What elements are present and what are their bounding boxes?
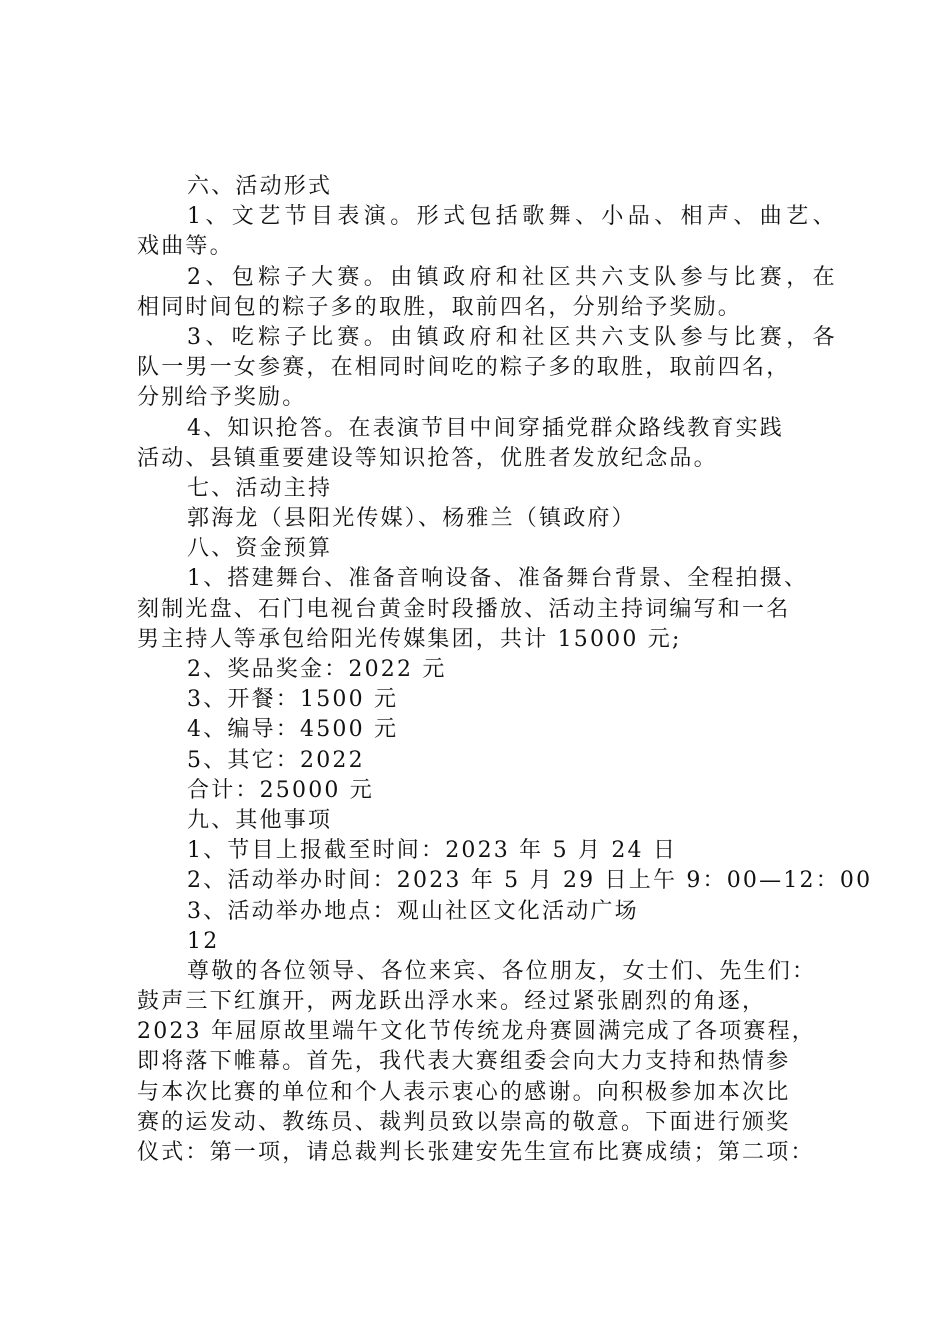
schedule-item: 3、活动举办地点：观山社区文化活动广场 (187, 898, 639, 924)
budget-item: 3、开餐：1500 元 (187, 687, 399, 713)
budget-item: 4、编导：4500 元 (187, 717, 399, 743)
budget-total: 合计：25000 元 (187, 777, 374, 803)
paragraph-line: 分别给予奖励。 (137, 385, 307, 411)
paragraph-line: 尊敬的各位领导、各位来宾、各位朋友，女士们、先生们： (187, 958, 817, 984)
paragraph-line: 2023 年屈原故里端午文化节传统龙舟赛圆满完成了各项赛程， (137, 1019, 816, 1045)
paragraph-line: 1、文艺节目表演。形式包括歌舞、小品、相声、曲艺、 (187, 204, 839, 230)
paragraph-line: 即将落下帷幕。首先，我代表大赛组委会向大力支持和热情参 (137, 1049, 791, 1075)
budget-item: 5、其它：2022 (187, 747, 365, 773)
paragraph-line: 1、搭建舞台、准备音响设备、准备舞台背景、全程拍摄、 (187, 566, 809, 592)
paragraph-line: 3、吃粽子比赛。由镇政府和社区共六支队参与比赛，各 (187, 324, 839, 350)
paragraph-line: 鼓声三下红旗开，两龙跃出浮水来。经过紧张剧烈的角逐， (137, 989, 767, 1015)
paragraph-line: 2、包粽子大赛。由镇政府和社区共六支队参与比赛，在 (187, 264, 839, 290)
heading-other-matters: 九、其他事项 (187, 807, 333, 833)
paragraph-line: 与本次比赛的单位和个人表示衷心的感谢。向积极参加本次比 (137, 1079, 791, 1105)
heading-host: 七、活动主持 (187, 475, 333, 501)
section-number: 12 (187, 928, 220, 954)
schedule-item: 1、节目上报截至时间：2023 年 5 月 24 日 (187, 838, 678, 864)
paragraph-line: 活动、县镇重要建设等知识抢答，优胜者发放纪念品。 (137, 445, 718, 471)
heading-budget: 八、资金预算 (187, 536, 333, 562)
paragraph-line: 赛的运发动、教练员、裁判员致以崇高的敬意。下面进行颁奖 (137, 1109, 791, 1135)
paragraph-line: 男主持人等承包给阳光传媒集团，共计 15000 元; (137, 626, 682, 652)
paragraph-line: 仪式：第一项，请总裁判长张建安先生宣布比赛成绩；第二项： (137, 1140, 815, 1165)
paragraph-line: 相同时间包的粽子多的取胜，取前四名，分别给予奖励。 (137, 294, 743, 320)
document-page (0, 172, 950, 1168)
schedule-item: 2、活动举办时间：2023 年 5 月 29 日上午 9：00—12：00 (187, 868, 873, 894)
paragraph-line: 刻制光盘、石门电视台黄金时段播放、活动主持词编写和一名 (137, 596, 791, 622)
heading-activity-form: 六、活动形式 (187, 174, 333, 199)
paragraph-line: 4、知识抢答。在表演节目中间穿插党群众路线教育实践 (187, 415, 784, 441)
paragraph-line: 郭海龙（县阳光传媒）、杨雅兰（镇政府） (187, 506, 636, 532)
paragraph-line: 队一男一女参赛，在相同时间吃的粽子多的取胜，取前四名， (137, 355, 791, 381)
paragraph-line: 戏曲等。 (137, 234, 234, 260)
budget-item: 2、奖品奖金：2022 元 (187, 657, 447, 682)
